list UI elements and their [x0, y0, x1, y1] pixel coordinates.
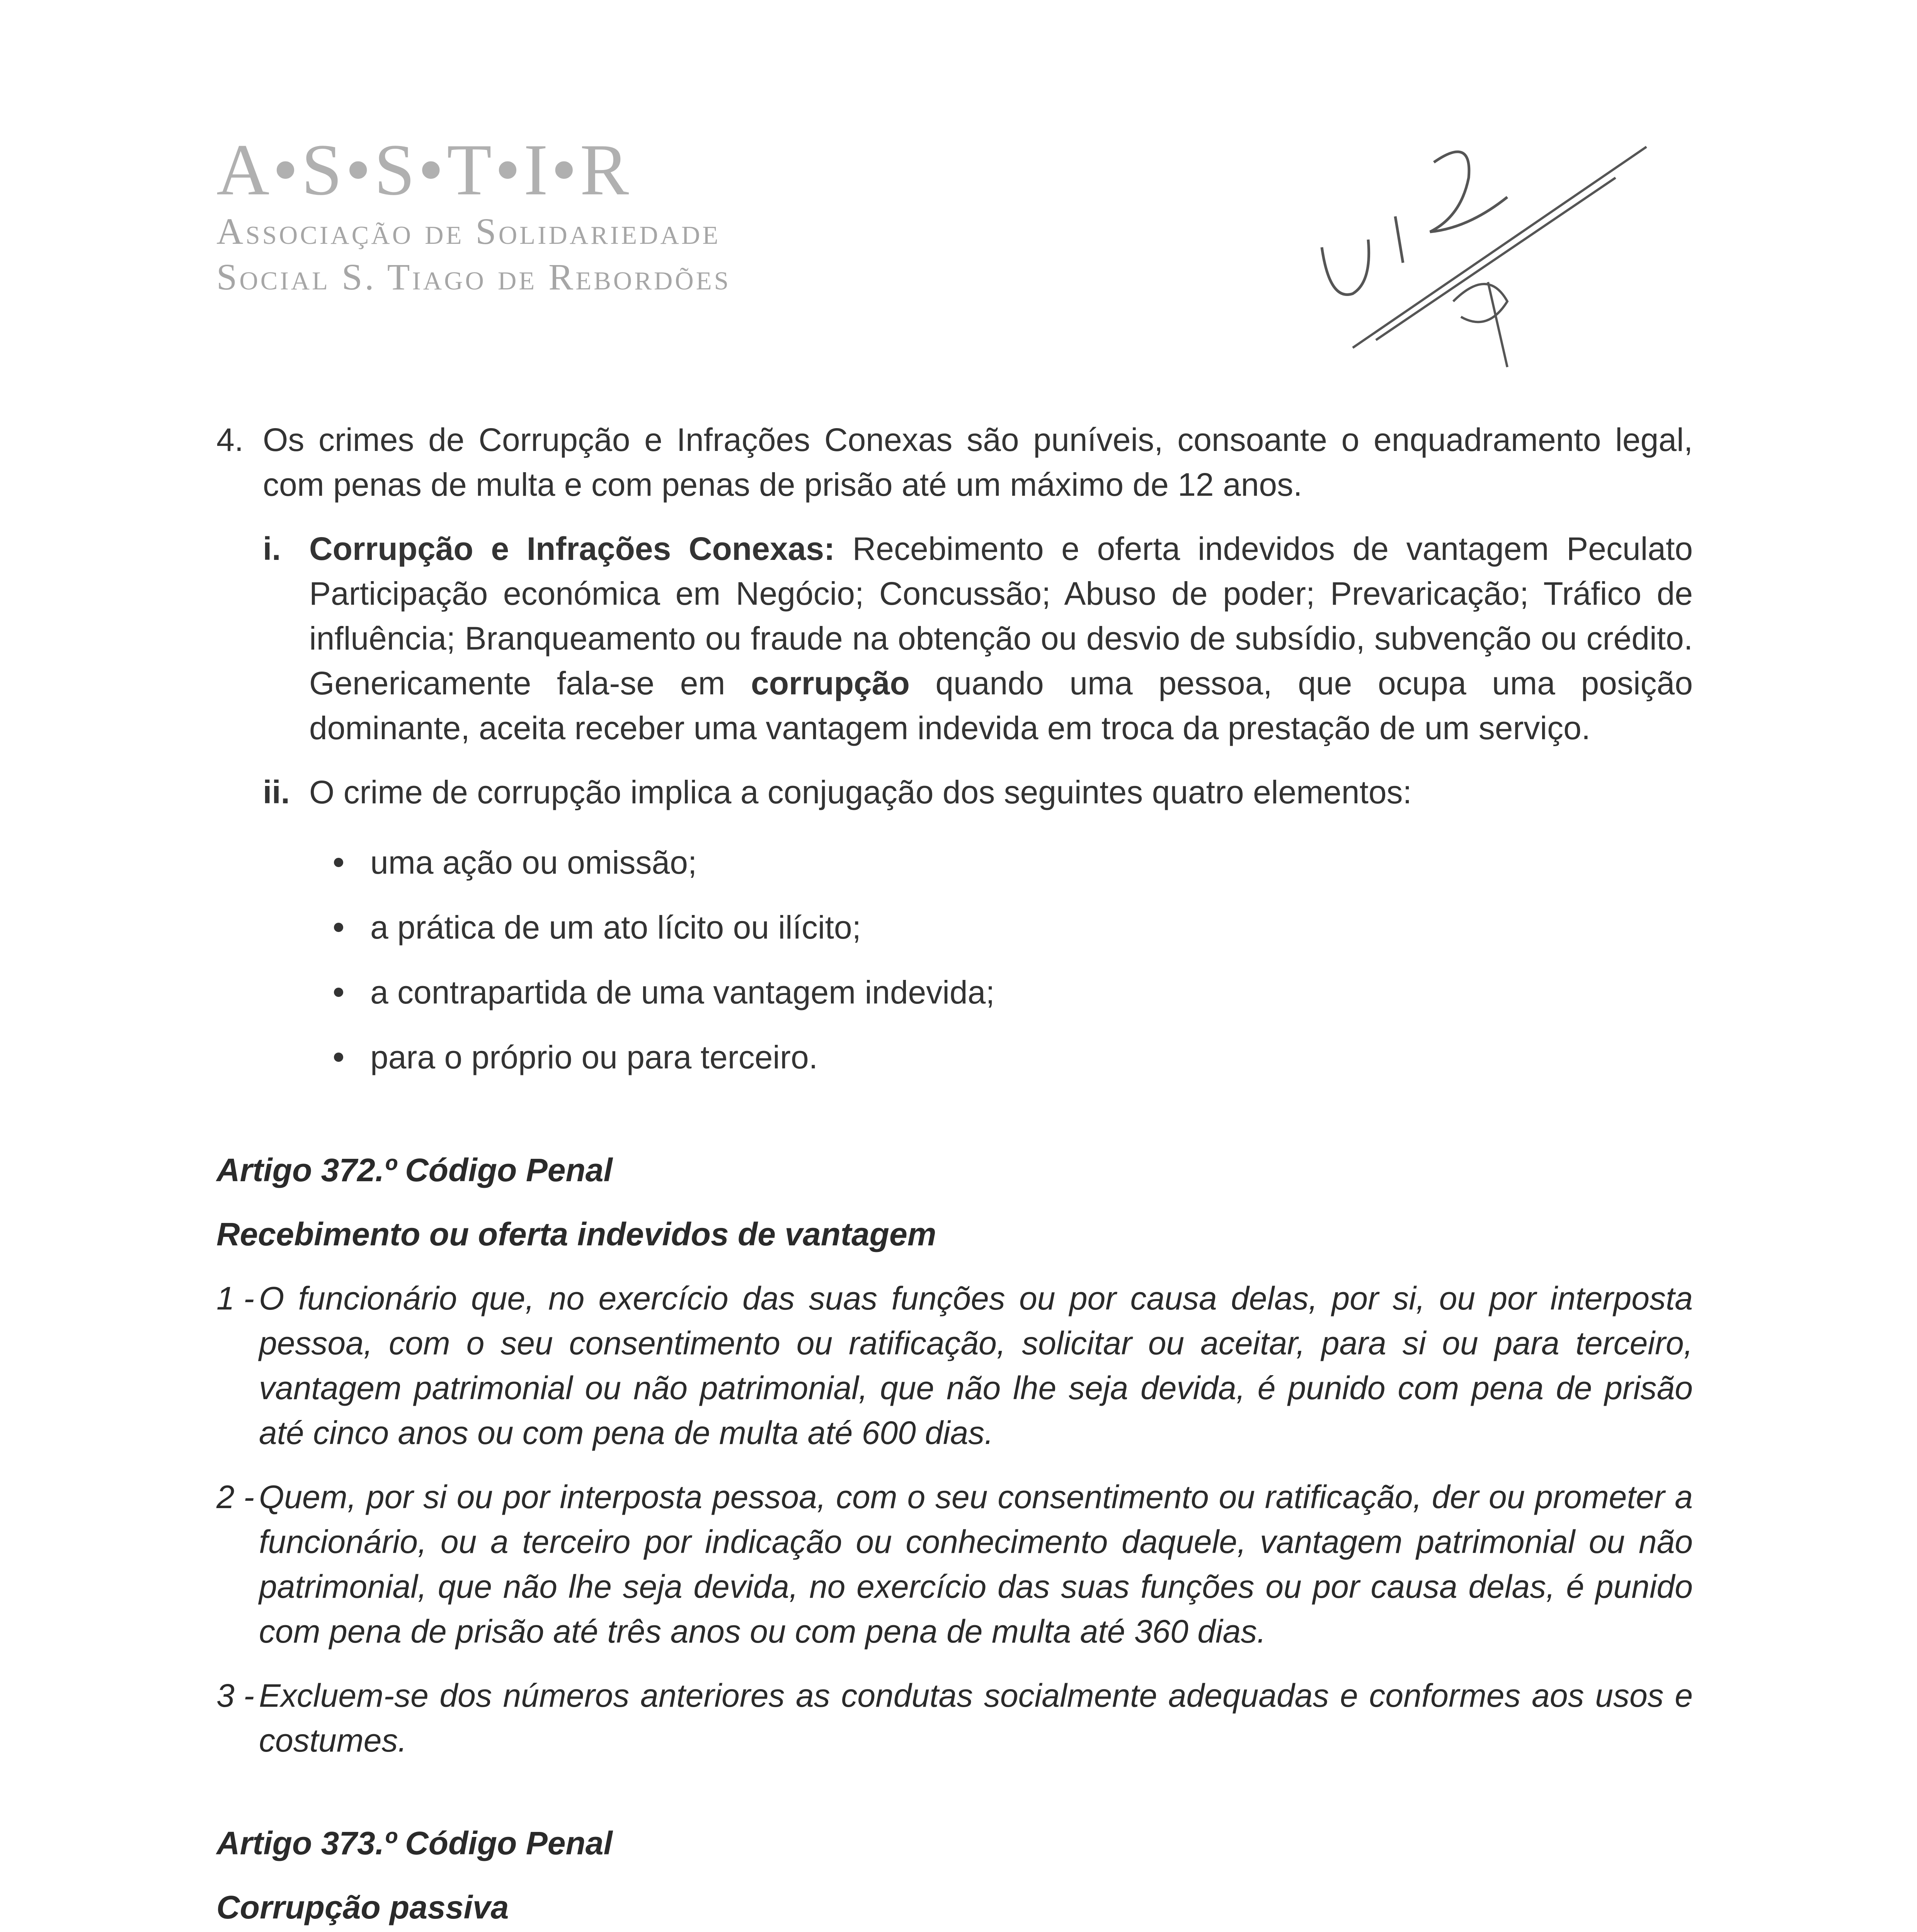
bullet-list: [309, 830, 1693, 1090]
item-text: Quem, por si ou por interposta pessoa, com o seu consentimento ou ratificação, der ou prometer a funcionário, ou a terceiro por indicação ou conhecimento daquele, vantagem patrimonial ou não patrimonial, que não lhe seja devida, no exercício das suas funções ou por causa delas, é punido com pena de prisão até três anos ou com pena de multa até 360 dias.: [259, 1479, 1693, 1650]
bullet-icon: [334, 988, 343, 997]
handwritten-initials-icon: [1306, 100, 1654, 371]
item-number: 1 -: [216, 1280, 255, 1316]
item-i: [263, 526, 1693, 750]
article-item: [216, 1673, 1693, 1763]
item-text: Excluem-se dos números anteriores as condutas socialmente adequadas e conformes aos usos e costumes.: [259, 1677, 1693, 1759]
article-item: [216, 1475, 1693, 1654]
article-heading: Artigo 372.º Código Penal: [216, 1152, 613, 1188]
list-item: [309, 1025, 1693, 1090]
logo-subtitle-line2: Social S. Tiago de Rebordões: [216, 256, 731, 298]
section-text: Os crimes de Corrupção e Infrações Conexas são puníveis, consoante o enquadramento legal, com penas de multa e com penas de prisão até um máximo de 12 anos.: [263, 422, 1693, 503]
bullet-text: a prática de um ato lícito ou ilícito;: [370, 909, 861, 946]
list-item: [309, 895, 1693, 960]
item-number: 3 -: [216, 1677, 255, 1714]
item-number: i.: [263, 531, 281, 567]
article-372: [216, 1148, 1693, 1763]
item-number: 2 -: [216, 1479, 255, 1515]
item-bold-word: corrupção: [751, 665, 910, 701]
list-item: [309, 960, 1693, 1025]
letterhead-logo: [216, 131, 835, 300]
article-subtitle: Corrupção passiva: [216, 1889, 509, 1925]
article-heading: Artigo 373.º Código Penal: [216, 1825, 613, 1861]
item-text: O crime de corrupção implica a conjugação dos seguintes quatro elementos:: [309, 774, 1412, 810]
document-body: [216, 417, 1693, 1932]
item-text-part2: quando uma pessoa, que ocupa uma posição dominante, aceita receber uma vantagem indevida em troca da prestação de um serviço.: [309, 665, 1693, 746]
item-number: ii.: [263, 774, 290, 810]
item-text: [309, 526, 1693, 750]
bullet-icon: [334, 858, 343, 867]
item-text: O funcionário que, no exercício das suas funções ou por causa delas, por si, ou por interposta pessoa, com o seu consentimento ou ratificação, solicitar ou aceitar, para si ou para terceiro, vantagem patrimonial ou não patrimonial, que não lhe seja devida, é punido com pena de prisão até cinco anos ou com pena de multa até 600 dias.: [259, 1280, 1693, 1451]
article-subtitle: Recebimento ou oferta indevidos de vantagem: [216, 1216, 936, 1252]
bullet-text: para o próprio ou para terceiro.: [370, 1039, 818, 1075]
logo-title: A•S•S•T•I•R: [216, 129, 632, 211]
article-item: [216, 1276, 1693, 1455]
article-373: [216, 1821, 1693, 1932]
logo-subtitle-line1: Associação de Solidariedade: [216, 211, 721, 252]
bullet-text: a contrapartida de uma vantagem indevida;: [370, 974, 995, 1010]
list-item: [309, 830, 1693, 895]
item-ii: [263, 770, 1693, 815]
item-text-part1: Recebimento e oferta indevidos de vantagem Peculato Participação económica em Negócio; Concussão; Abuso de poder; Prevaricação; Tráfico de influência; Branqueamento ou fraude na obtenção ou desvio de subsídio, subvenção ou crédito. Genericamente fala-se em: [309, 531, 1693, 701]
item-bold-label: Corrupção e Infrações Conexas:: [309, 531, 835, 567]
bullet-text: uma ação ou omissão;: [370, 844, 697, 881]
section-4: [216, 417, 1693, 507]
bullet-icon: [334, 923, 343, 932]
bullet-icon: [334, 1053, 343, 1062]
section-number: 4.: [216, 422, 244, 458]
